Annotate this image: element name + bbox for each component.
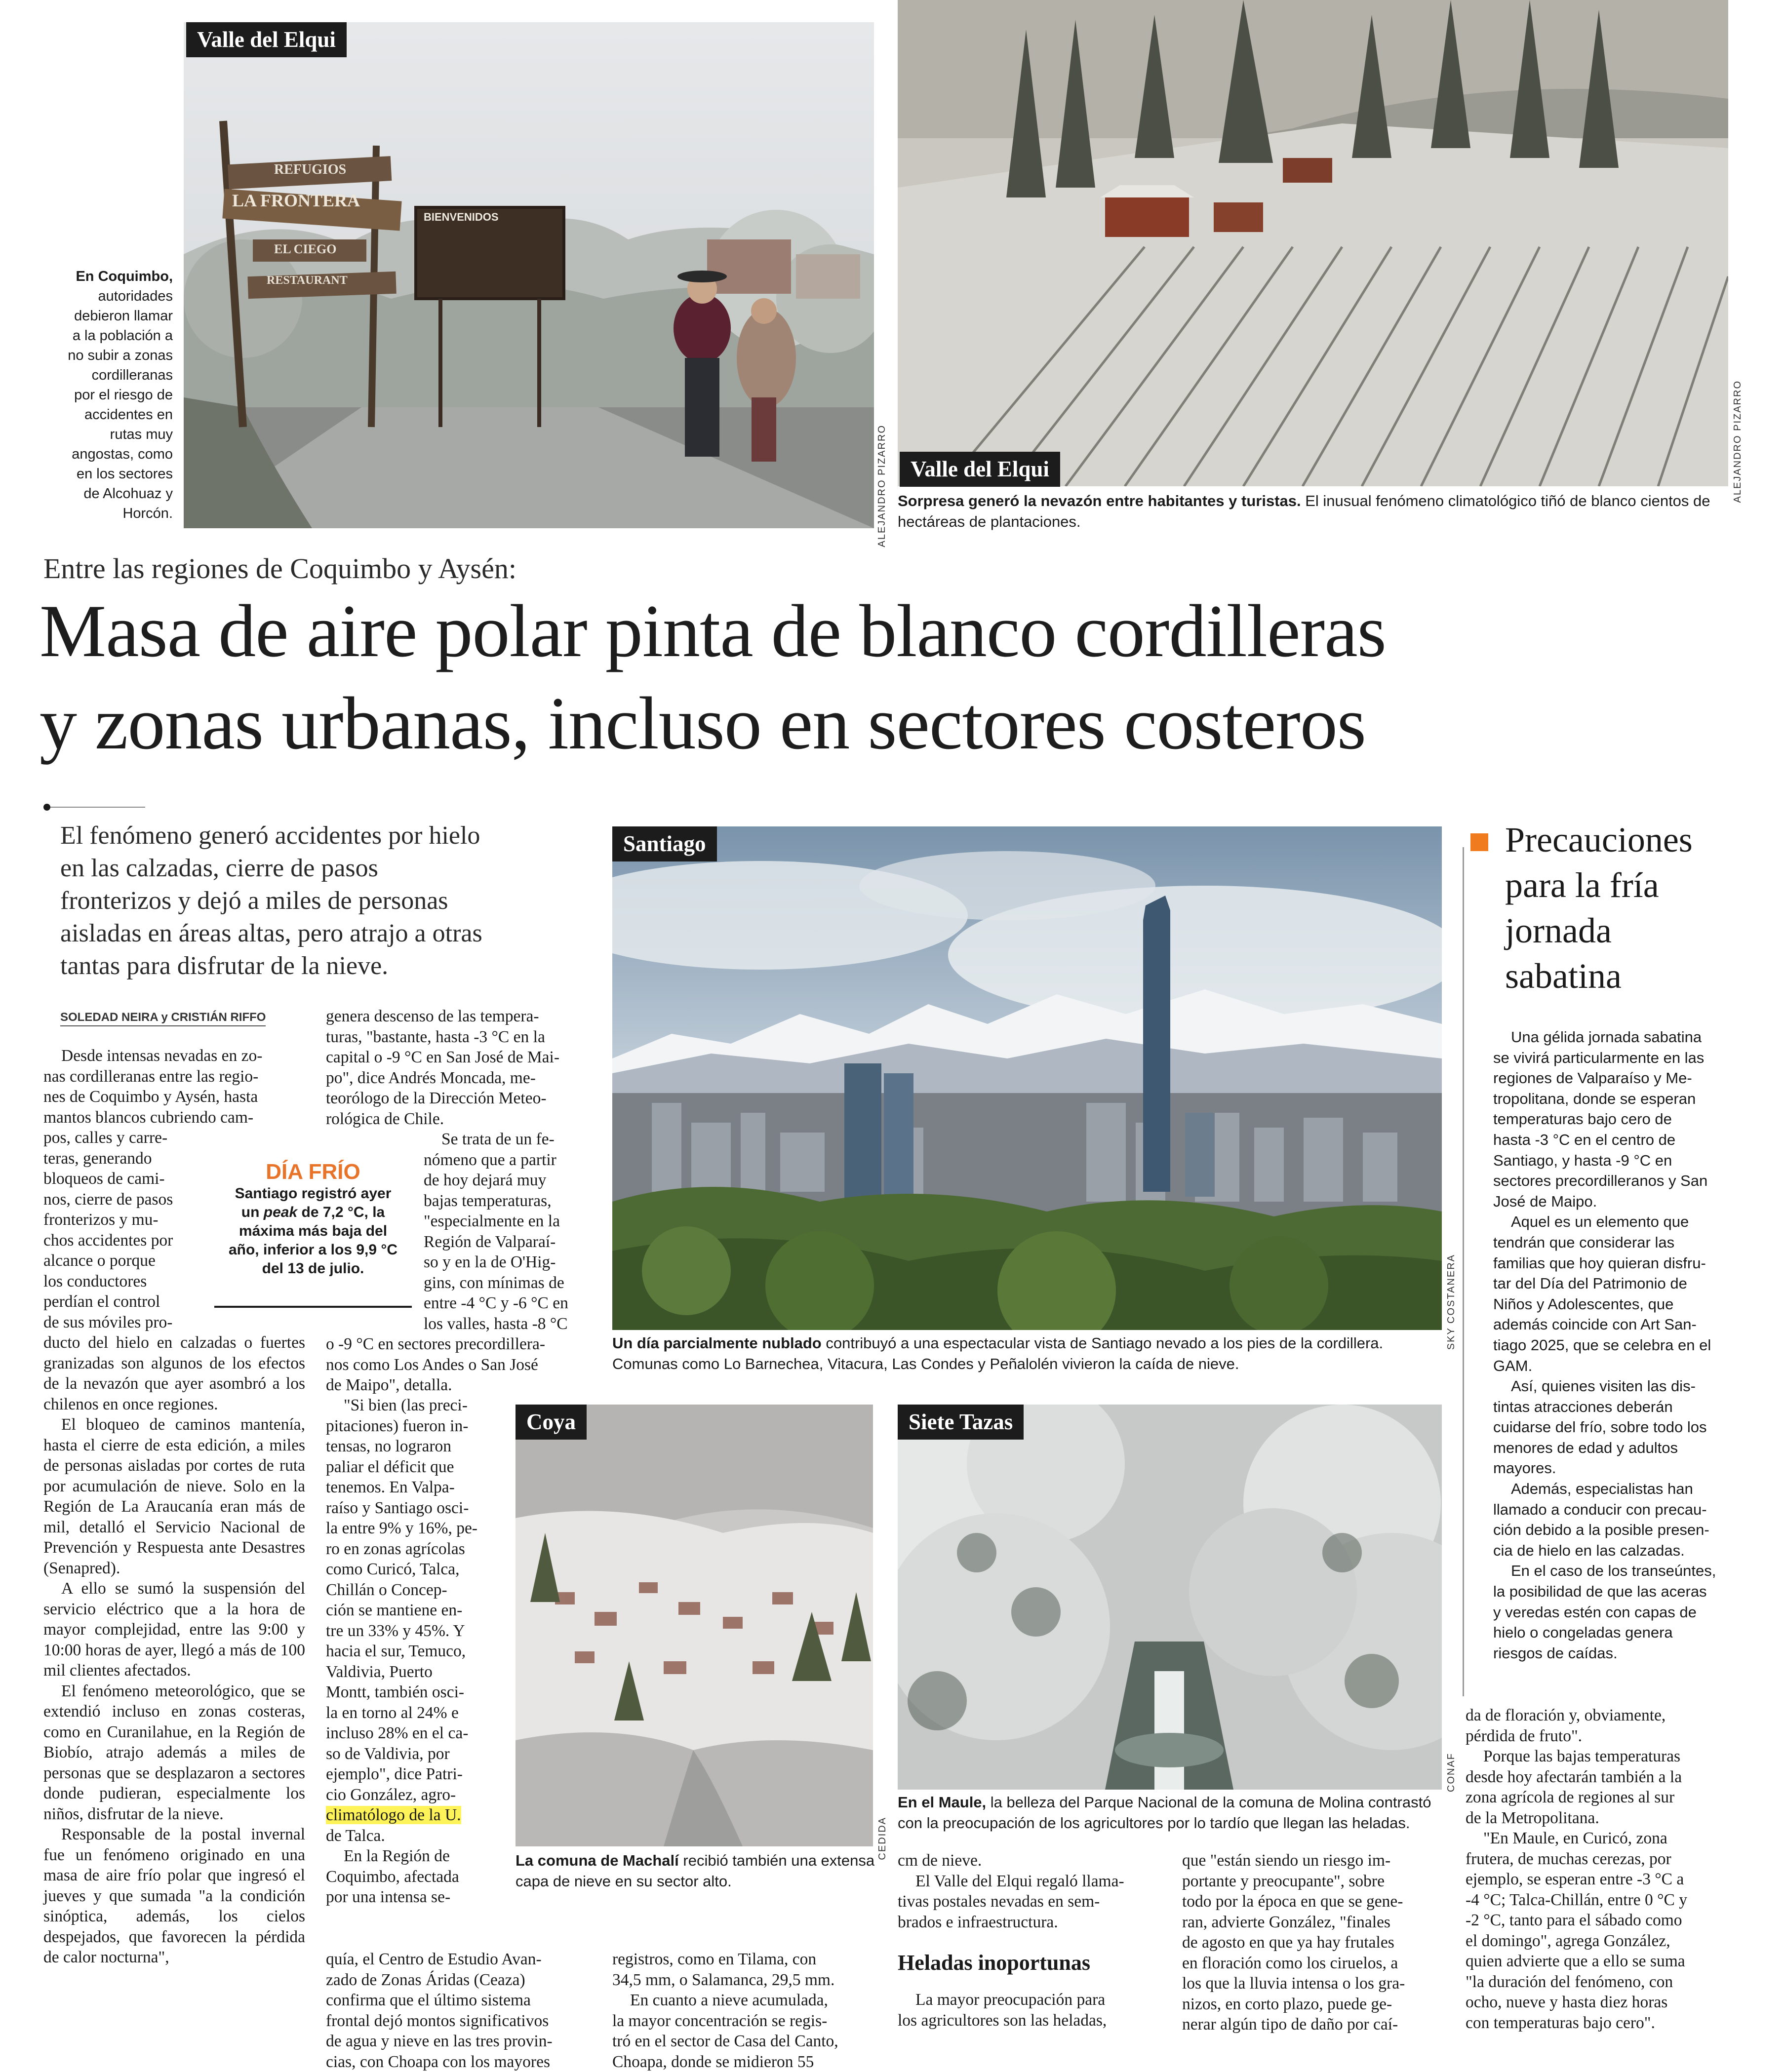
body-line: ocho, nueve y hasta diez horas (1466, 1992, 1732, 2013)
photo-tag: Siete Tazas (898, 1405, 1024, 1440)
body-line: chos accidentes por (43, 1230, 305, 1251)
sidebar-line: Aquel es un elemento que (1493, 1212, 1740, 1232)
sidebar-title-line: jornada (1505, 908, 1693, 953)
body-line: perdían el control (43, 1291, 305, 1312)
sidebar-line: riesgos de caídas. (1493, 1643, 1740, 1664)
body-line: "Si bien (las preci- (326, 1395, 504, 1416)
body-line: pos, calles y carre- (43, 1128, 305, 1148)
caption-text: El inusual fenómeno climatológico tiñó de blanco cientos de hectáreas de plantaciones. (898, 492, 1710, 530)
sidebar-line: ción debido a la posible presen- (1493, 1520, 1740, 1540)
body-line: tenemos. En Valpa- (326, 1477, 504, 1498)
body-line: mantos blancos cubriendo cam- (43, 1107, 305, 1128)
factbox-text: de 7,2 °C, la (297, 1204, 385, 1220)
sidebar-line: cia de hielo en las calzadas. (1493, 1540, 1740, 1561)
body-line: "En Maule, en Curicó, zona (1466, 1828, 1732, 1849)
sidebar-title (1505, 817, 1693, 999)
body-line: registros, como en Tilama, con (612, 1949, 879, 1970)
caption-line: debieron llamar (20, 306, 173, 326)
body-line: ro en zonas agrícolas (326, 1539, 504, 1560)
body-line: de agosto en que ya hay frutales (1182, 1932, 1449, 1953)
body-line: ejemplo, se esperan entre -3 °C a (1466, 1869, 1732, 1890)
caption-lead: En Coquimbo, (20, 267, 173, 286)
photo-siete-tazas (898, 1405, 1442, 1790)
sign-word: EL CIEGO (274, 242, 336, 257)
headline-line-1: Masa de aire polar pinta de blanco cordilleras (40, 586, 1386, 675)
body-line: Coquimbo, afectada (326, 1867, 504, 1887)
body-line: -2 °C, tanto para el sábado como (1466, 1910, 1732, 1931)
lede-divider (46, 807, 145, 808)
sidebar-line: Una gélida jornada sabatina (1493, 1027, 1740, 1048)
body-line: raíso y Santiago osci- (326, 1498, 504, 1519)
photo-santiago (612, 826, 1442, 1330)
sidebar-title-line: Precauciones (1505, 817, 1693, 862)
body-line: Valdivia, Puerto (326, 1662, 504, 1682)
byline: SOLEDAD NEIRA y CRISTIÁN RIFFO (60, 1011, 266, 1026)
caption-text: contribuyó a una espectacular vista de Santiago nevado a los pies de la cordillera. Comunas como Lo Barnechea, Vitacura, Las Condes y Peñalolén vivieron la caída de nieve. (612, 1334, 1383, 1372)
body-line: los valles, hasta -8 °C (424, 1314, 592, 1334)
kicker: Entre las regiones de Coquimbo y Aysén: (43, 552, 516, 585)
body-line: tró en el sector de Casa del Canto, (612, 2031, 879, 2052)
highlighted-text: climatólogo de la U. (326, 1806, 461, 1824)
body-line: Desde intensas nevadas en zo- (43, 1046, 305, 1066)
body-column-2-top (326, 1006, 593, 1129)
sidebar-line: llamado a conducir con precau- (1493, 1499, 1740, 1520)
factbox-line: Santiago registró ayer (214, 1184, 412, 1203)
body-paragraph: El bloqueo de caminos mantenía, hasta el cierre de esta edición, a miles de personas aisladas por cortes de ruta por acumulación de nieve. Solo en la Región de La Araucanía eran más de mil, detalló el Servicio Nacional de Prevención y Respuesta ante Desastres (Senapred). (43, 1414, 305, 1578)
headline-line-2: y zonas urbanas, incluso en sectores costeros (40, 679, 1366, 768)
body-line: que "están siendo un riesgo im- (1182, 1850, 1449, 1871)
sidebar-line: tintas atracciones deberán (1493, 1397, 1740, 1417)
photo-tag: Valle del Elqui (900, 452, 1060, 487)
body-line: cias, con Choapa con los mayores (326, 2052, 593, 2072)
body-line: Porque las bajas temperaturas (1466, 1746, 1732, 1767)
photo-valle-elqui-vineyard (898, 0, 1728, 486)
photo-credit: ALEJANDRO PIZARRO (1732, 380, 1744, 503)
body-line: de sus móviles pro- (43, 1312, 305, 1333)
sidebar-line: temperaturas bajo cero de (1493, 1109, 1740, 1130)
body-line: tre un 33% y 45%. Y (326, 1621, 504, 1642)
body-line: En la Región de (326, 1846, 504, 1867)
body-paragraph: ducto del hielo en calzadas o fuertes granizadas son algunos de los efectos de la nevazón que ayer asombró a los chilenos en once regiones. (43, 1332, 305, 1414)
sidebar-line: Además, especialistas han (1493, 1479, 1740, 1499)
caption-line: accidentes en (20, 405, 173, 425)
body-line: pitaciones) fueron in- (326, 1416, 504, 1437)
sidebar-line: sectores precordilleranos y San (1493, 1171, 1740, 1191)
caption-line: por el riesgo de (20, 385, 173, 405)
lede-line: fronterizos y dejó a miles de personas (60, 885, 482, 917)
body-line: La mayor preocupación para (898, 1990, 1164, 2010)
sidebar-body (1493, 1027, 1740, 1663)
body-line: frontal dejó montos significativos (326, 2011, 593, 2032)
body-line: "la duración del fenómeno, con (1466, 1972, 1732, 1993)
body-column-4b (898, 1990, 1164, 2031)
photo-coya (516, 1405, 873, 1846)
photo-tag: Coya (516, 1405, 587, 1440)
body-line: tivas postales nevadas en sem- (898, 1891, 1164, 1912)
body-line: Se trata de un fe- (424, 1129, 592, 1150)
body-column-3 (612, 1949, 879, 2072)
sidebar-title-line: sabatina (1505, 953, 1693, 999)
body-line: brados e infraestructura. (898, 1912, 1164, 1933)
factbox (214, 1158, 412, 1308)
sidebar-line: GAM. (1493, 1356, 1740, 1376)
body-line: alcance o porque (43, 1251, 305, 1271)
body-line: los agricultores son las heladas, (898, 2010, 1164, 2031)
body-line: el domingo", agrega González, (1466, 1931, 1732, 1952)
body-line: da de floración y, obviamente, (1466, 1705, 1732, 1726)
sidebar-line: Así, quienes visiten las dis- (1493, 1376, 1740, 1397)
body-line: nizos, en corto plazo, puede ge- (1182, 1994, 1449, 2015)
body-line: rológica de Chile. (326, 1109, 593, 1130)
body-column-5 (1182, 1850, 1449, 2035)
caption-line: cordilleranas (20, 365, 173, 385)
body-column-4 (898, 1850, 1164, 1932)
sidebar-line: tar del Día del Patrimonio de (1493, 1273, 1740, 1294)
body-line: entre -4 °C y -6 °C en (424, 1293, 592, 1314)
sidebar-line: la posibilidad de que las aceras (1493, 1581, 1740, 1602)
body-line: ejemplo", dice Patri- (326, 1764, 504, 1785)
body-column-2-narrow (326, 1395, 504, 1908)
sidebar-line: tendrán que considerar las (1493, 1232, 1740, 1253)
body-column-2-mid (424, 1129, 592, 1334)
body-line: la en torno al 24% e (326, 1703, 504, 1723)
caption-line: rutas muy (20, 425, 173, 444)
body-line: en floración como los ciruelos, a (1182, 1953, 1449, 1974)
body-line: de Maipo", detalla. (326, 1375, 593, 1396)
sign-word: BIENVENIDOS (424, 211, 499, 224)
body-line: nómeno que a partir (424, 1150, 592, 1171)
body-line: so de Valdivia, por (326, 1744, 504, 1764)
body-line: ran, advierte González, "finales (1182, 1912, 1449, 1933)
body-line: quien advierte que a ello se suma (1466, 1951, 1732, 1972)
sidebar-line: tiago 2025, que se celebra en el (1493, 1335, 1740, 1356)
caption-line: a la población a (20, 326, 173, 346)
sidebar-line: En el caso de los transeúntes, (1493, 1561, 1740, 1581)
lede-line: en las calzadas, cierre de pasos (60, 852, 482, 885)
body-line: portante y preocupante", sobre (1182, 1871, 1449, 1892)
caption-line: no subir a zonas (20, 346, 173, 365)
body-line: cm de nieve. (898, 1850, 1164, 1871)
caption-lead: La comuna de Machalí (516, 1852, 679, 1869)
sidebar-line: cuidarse del frío, sobre todo los (1493, 1417, 1740, 1438)
factbox-line (214, 1203, 412, 1222)
lede-line: El fenómeno generó accidentes por hielo (60, 820, 482, 852)
sidebar-accent-square (1470, 833, 1488, 851)
body-line: teras, generando (43, 1148, 305, 1169)
photo-credit: CONAF (1446, 1753, 1457, 1792)
body-line: frutera, de muchas cerezas, por (1466, 1849, 1732, 1870)
sidebar-line: menores de edad y adultos (1493, 1438, 1740, 1458)
factbox-line: año, inferior a los 9,9 °C (214, 1241, 412, 1259)
body-line: de agua y nieve en las tres provin- (326, 2031, 593, 2052)
factbox-text: un (241, 1204, 264, 1220)
sidebar-line: mayores. (1493, 1458, 1740, 1479)
body-line: zado de Zonas Áridas (Ceaza) (326, 1970, 593, 1991)
body-line: so y en la de O'Hig- (424, 1252, 592, 1273)
body-column-6 (1466, 1705, 1732, 2033)
body-line: teorólogo de la Dirección Meteo- (326, 1088, 593, 1109)
sidebar-line: familias que hoy quieran disfru- (1493, 1253, 1740, 1274)
body-line: la entre 9% y 16%, pe- (326, 1518, 504, 1539)
body-line: En cuanto a nieve acumulada, (612, 1990, 879, 2011)
photo-credit: SKY COSTANERA (1446, 1254, 1457, 1350)
sidebar-title-line: para la fría (1505, 862, 1693, 908)
body-line: de la Metropolitana. (1466, 1808, 1732, 1829)
caption-line: Horcón. (20, 504, 173, 523)
body-line: cio González, agro- (326, 1785, 504, 1805)
body-line: po", dice Andrés Moncada, me- (326, 1068, 593, 1089)
body-line: todo por la época en que se gene- (1182, 1891, 1449, 1912)
sidebar-line: tropolitana, donde se esperan (1493, 1089, 1740, 1109)
body-line: Choapa, donde se midieron 55 (612, 2052, 879, 2072)
body-line (326, 1805, 504, 1826)
body-line: la mayor concentración se regis- (612, 2011, 879, 2032)
body-line: pérdida de fruto". (1466, 1726, 1732, 1747)
body-line: El Valle del Elqui regaló llama- (898, 1871, 1164, 1892)
caption-elqui (898, 491, 1732, 532)
body-line: 34,5 mm, o Salamanca, 29,5 mm. (612, 1970, 879, 1991)
caption-santiago (612, 1333, 1447, 1374)
sidebar-paragraph (1493, 1561, 1740, 1663)
body-line: hacia el sur, Temuco, (326, 1641, 504, 1662)
lede (60, 820, 482, 982)
body-line: nos, cierre de pasos (43, 1189, 305, 1210)
sidebar-line: regiones de Valparaíso y Me- (1493, 1068, 1740, 1089)
body-line: nas cordilleranas entre las regio- (43, 1066, 305, 1087)
body-line: o -9 °C en sectores precordillera- (326, 1334, 593, 1355)
body-line: Montt, también osci- (326, 1682, 504, 1703)
sidebar-line: Santiago, y hasta -9 °C en (1493, 1150, 1740, 1171)
sidebar-line: hielo o congeladas genera (1493, 1622, 1740, 1643)
body-paragraph: Responsable de la postal invernal fue un fenómeno originado en una masa de aire frío polar que ingresó el jueves y que sumada "a la condición sinóptica, además, los cielos despejados, que favorecen la pérdida de calor nocturna", (43, 1824, 305, 1968)
caption-lead: Sorpresa generó la nevazón entre habitantes y turistas. (898, 492, 1301, 509)
subhead: Heladas inoportunas (898, 1950, 1090, 1975)
body-line: ción se mantiene en- (326, 1600, 504, 1621)
body-line: con temperaturas bajo cero". (1466, 2013, 1732, 2033)
factbox-emphasis: peak (264, 1204, 297, 1220)
sidebar-line: hasta -3 °C en el centro de (1493, 1130, 1740, 1150)
caption-line: en los sectores (20, 464, 173, 484)
body-line: por una intensa se- (326, 1887, 504, 1908)
body-line: "especialmente en la (424, 1211, 592, 1232)
body-paragraph: A ello se sumó la suspensión del servicio eléctrico que a la hora de mayor complejidad, entre las 9:00 y 10:00 horas de ayer, llegó a más de 100 mil clientes afectados. (43, 1578, 305, 1681)
sidebar-line: José de Maipo. (1493, 1191, 1740, 1212)
sidebar-line: y veredas estén con capas de (1493, 1602, 1740, 1623)
body-line: quía, el Centro de Estudio Avan- (326, 1949, 593, 1970)
body-line: gins, con mínimas de (424, 1273, 592, 1293)
photo-tag: Valle del Elqui (186, 22, 347, 57)
sign-word: REFUGIOS (274, 162, 346, 178)
body-line: bloqueos de cami- (43, 1169, 305, 1189)
body-line: Región de Valparaí- (424, 1232, 592, 1252)
body-line: como Curicó, Talca, (326, 1559, 504, 1580)
body-line: nes de Coquimbo y Aysén, hasta (43, 1087, 305, 1107)
sidebar-paragraph (1493, 1479, 1740, 1561)
caption-coya (516, 1850, 876, 1892)
lede-line: aisladas en áreas altas, pero atrajo a otras (60, 917, 482, 950)
caption-maule (898, 1792, 1445, 1834)
body-line: los que la lluvia intensa o los gra- (1182, 1973, 1449, 1994)
sign-word: RESTAURANT (267, 274, 348, 287)
body-line: paliar el déficit que (326, 1457, 504, 1478)
body-line: bajas temperaturas, (424, 1191, 592, 1212)
caption-text: recibió también una extensa capa de nieve en su sector alto. (516, 1852, 874, 1890)
factbox-line: del 13 de julio. (214, 1259, 412, 1278)
sidebar-line: Niños y Adolescentes, que (1493, 1294, 1740, 1315)
factbox-title: DÍA FRÍO (214, 1158, 412, 1184)
sidebar-paragraph (1493, 1027, 1740, 1212)
body-line: desde hoy afectarán también a la (1466, 1767, 1732, 1788)
body-line: turas, "bastante, hasta -3 °C en la (326, 1027, 593, 1048)
sidebar-rule (1463, 847, 1464, 1696)
body-column-2-bottom (326, 1949, 593, 2072)
body-line: confirma que el último sistema (326, 1990, 593, 2011)
sidebar-paragraph (1493, 1376, 1740, 1479)
sign-word: LA FRONTERA (232, 190, 360, 211)
factbox-line: máxima más baja del (214, 1222, 412, 1241)
body-line: genera descenso de las tempera- (326, 1006, 593, 1027)
caption-lead: Un día parcialmente nublado (612, 1334, 822, 1352)
body-column-2-low (326, 1334, 593, 1396)
sidebar-paragraph (1493, 1212, 1740, 1376)
sidebar-line: además coincide con Art San- (1493, 1314, 1740, 1335)
caption-line: angostas, como (20, 444, 173, 464)
body-line: zona agrícola de regiones al sur (1466, 1787, 1732, 1808)
caption-text: la belleza del Parque Nacional de la comuna de Molina contrastó con la preocupación de los agricultores por lo tardío que llegan las heladas. (898, 1794, 1431, 1832)
photo-credit: ALEJANDRO PIZARRO (876, 425, 888, 547)
body-line: capital o -9 °C en San José de Mai- (326, 1047, 593, 1068)
body-line: Chillán o Concep- (326, 1580, 504, 1601)
body-column-1-bottom (43, 1332, 305, 1968)
body-line: de Talca. (326, 1826, 504, 1846)
body-line: de hoy dejará muy (424, 1170, 592, 1191)
sidebar-line: se vivirá particularmente en las (1493, 1048, 1740, 1068)
body-line: los conductores (43, 1271, 305, 1292)
body-line: nerar algún tipo de daño por caí- (1182, 2014, 1449, 2035)
caption-lead: En el Maule, (898, 1794, 986, 1811)
caption-coquimbo (20, 267, 173, 523)
body-paragraph: El fenómeno meteorológico, que se extendió incluso en zonas costeras, como en Curanilahue, en la Región de Biobío, atrajo además a miles de personas que se desplazaron a sectores donde pudieran, especialmente los niños, disfrutar de la nieve. (43, 1681, 305, 1825)
caption-line: autoridades (20, 286, 173, 306)
body-line: incluso 28% en el ca- (326, 1723, 504, 1744)
lede-line: tantas para disfrutar de la nieve. (60, 950, 482, 982)
body-line: nos como Los Andes o San José (326, 1355, 593, 1375)
photo-tag: Santiago (612, 826, 717, 861)
body-line: -4 °C; Talca-Chillán, entre 0 °C y (1466, 1890, 1732, 1911)
caption-line: de Alcohuaz y (20, 484, 173, 504)
body-line: fronterizos y mu- (43, 1210, 305, 1230)
lede-dot (43, 804, 50, 811)
photo-credit: CEDIDA (877, 1817, 888, 1860)
body-line: tensas, no lograron (326, 1436, 504, 1457)
